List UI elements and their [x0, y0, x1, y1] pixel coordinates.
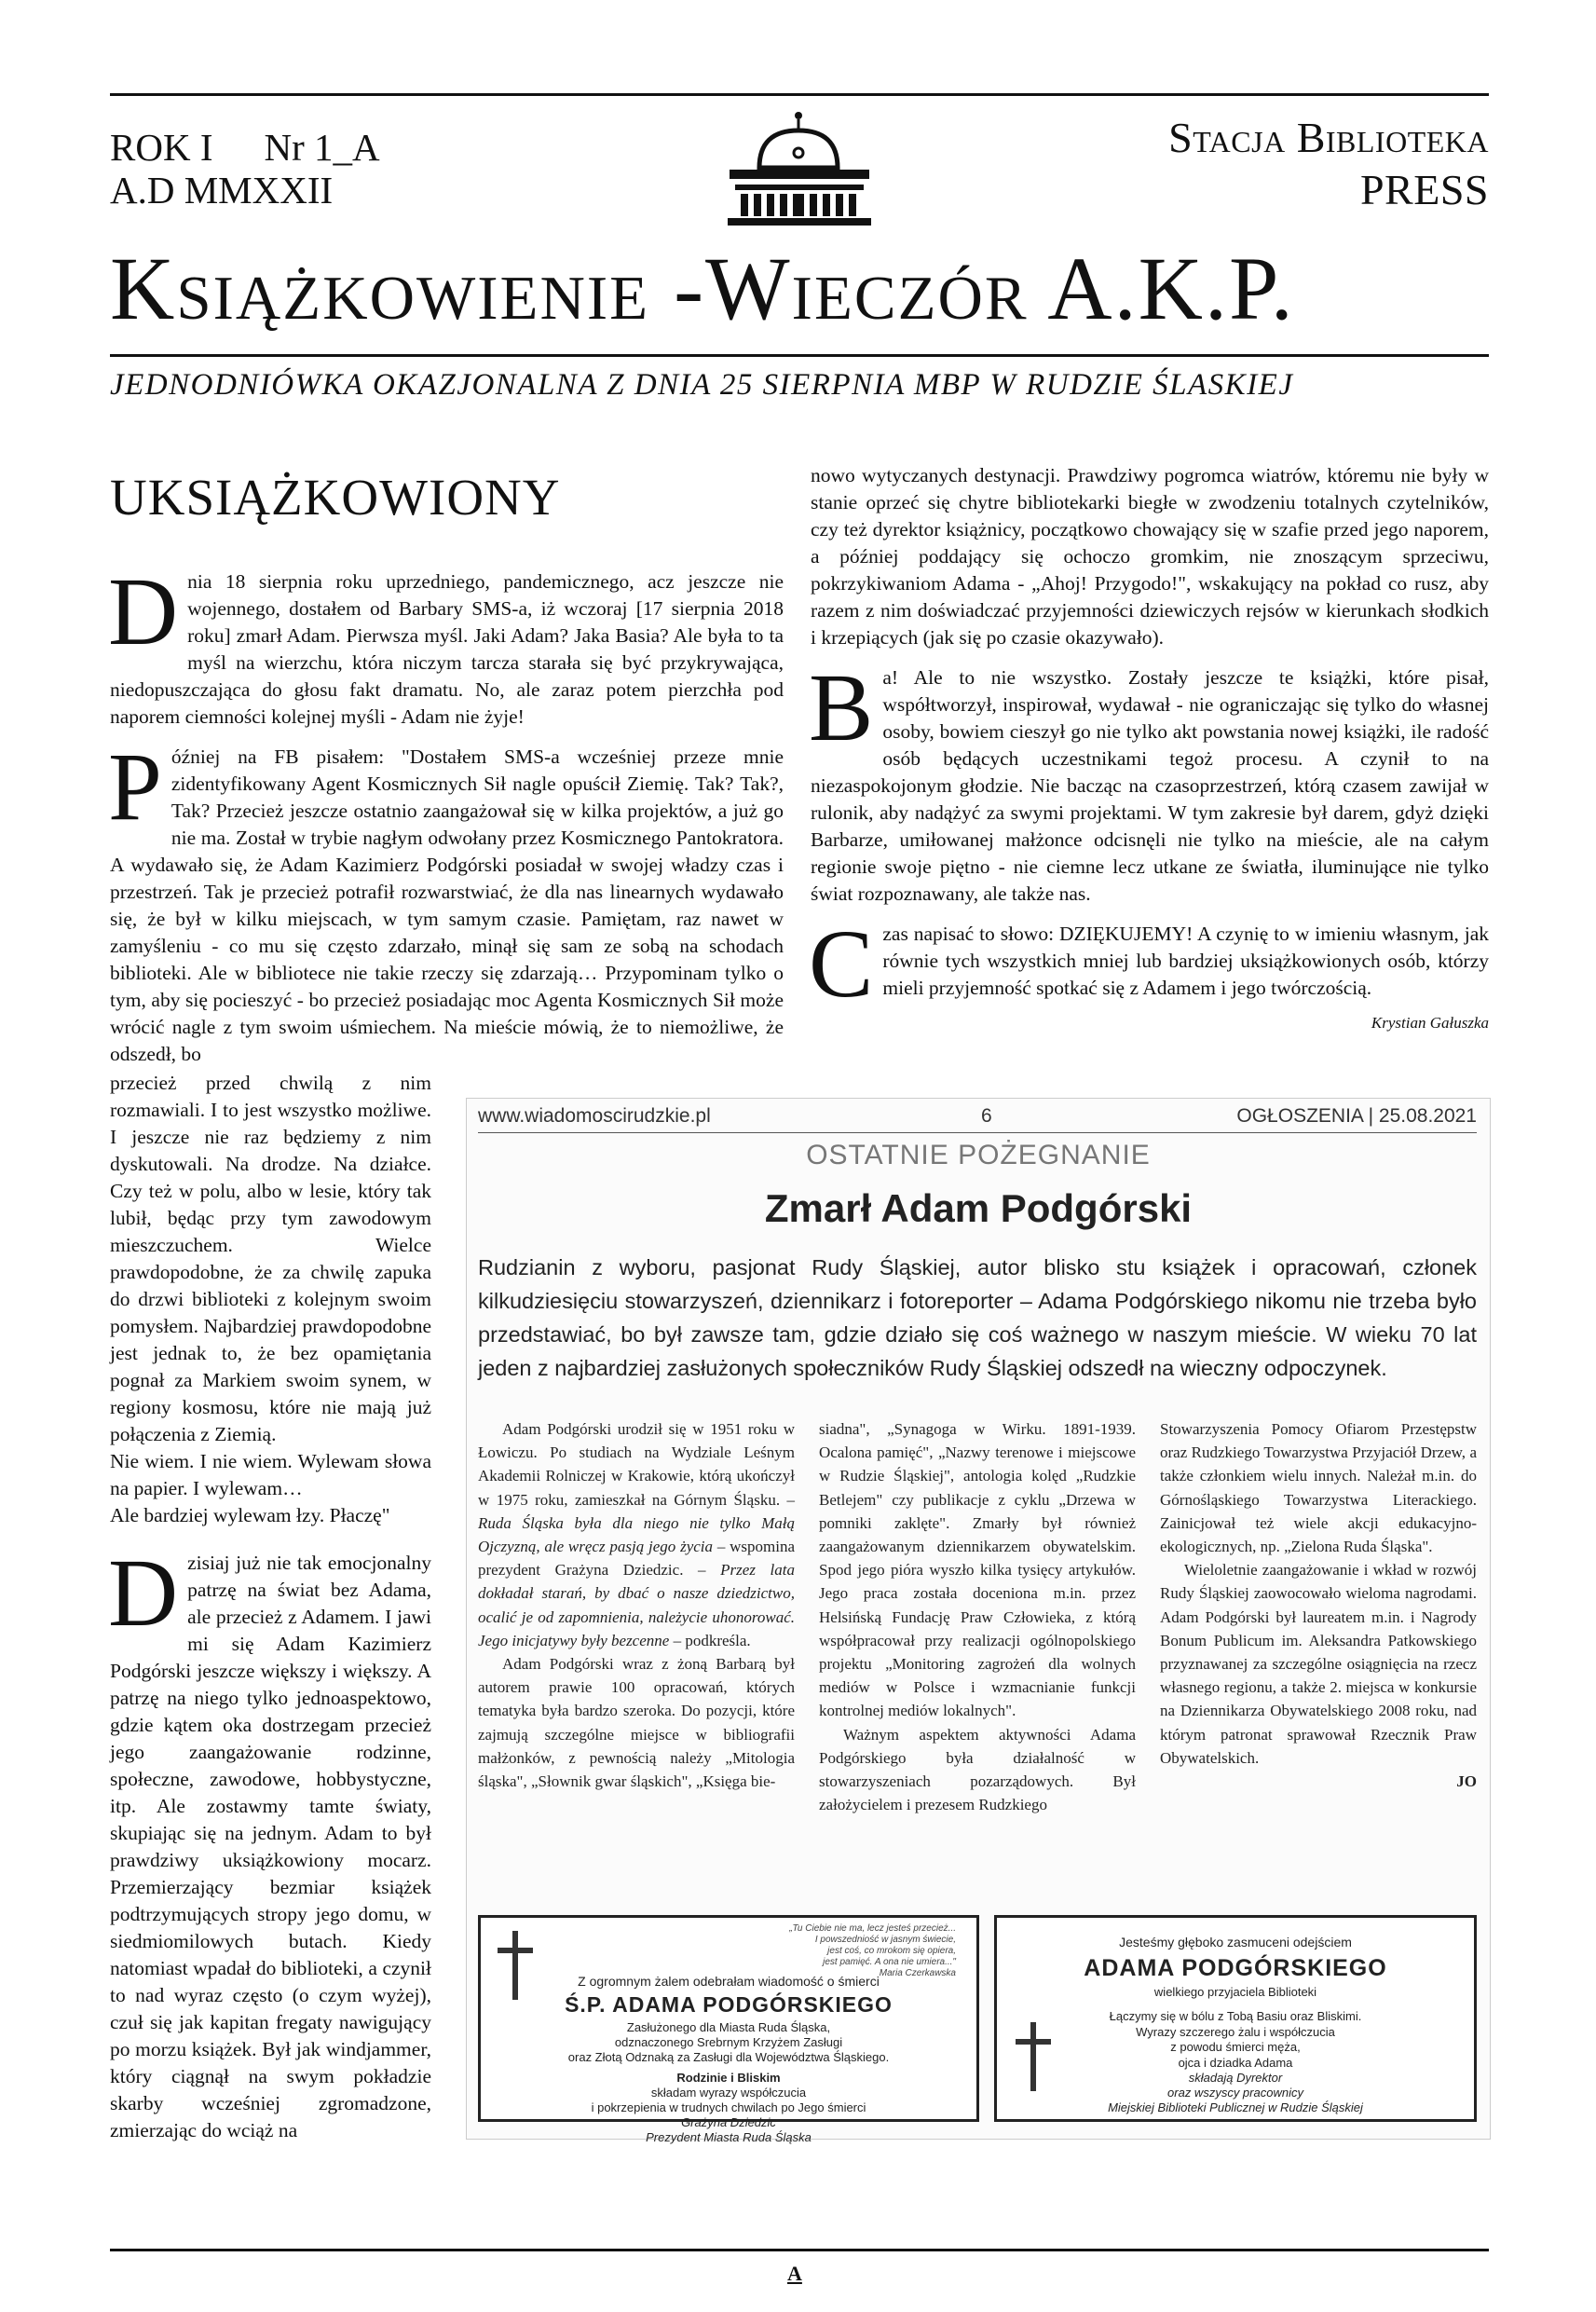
author-signature: Krystian Gałuszka — [1371, 1014, 1489, 1032]
drop-cap: D — [108, 1539, 179, 1647]
clipping-site: www.wiadomoscirudzkie.pl — [478, 1105, 711, 1127]
issue-year: ROK I — [110, 126, 213, 169]
paragraph-3-continued: nowo wytyczanych destynacji. Prawdziwy pogromca wiatrów, któremu nie były w stanie oprzeć się chytre bibliotekarki biegłe w zwodzeniu totalnych czytelników, czy też dyrektor książnicy, początkowo chowający się w szafie przed jego naporem, a później poddający się ochoczo gromkim, nie znoszącym sprzeciwu, pokrzykiwaniom Adama - „Ahoj! Przygodo!", wskakujący na pokład co rusz, aby razem z nim doświadczać przyjemności dziewiczych rejsów w kierunkach słodkich i krzepiących (jak się po czasie okazywało). — [811, 464, 1489, 649]
article-column-narrow — [110, 1070, 431, 2157]
article-column-right — [811, 462, 1489, 1036]
drop-cap: D — [108, 558, 179, 665]
page-marker: A — [787, 2262, 802, 2285]
article-column-left — [108, 558, 784, 1081]
paragraph-2-continued: przecież przed chwilą z nim rozmawiali. I to jest wszystko możliwe. I jeszcze nie raz będziemy z nim dyskutowali. Na drodze. Na działce. Czy też w polu, albo w lesie, który tak lubił, będąc przy tym zawodowym mieszczuchem. Wielce prawdopodobne, że za chwilę zapuka do drzwi biblioteki z kolejnym swoim pomysłem. Najbardziej prawdopodobne jest jednak to, że bez opamiętania pognał za Markiem swoim synem, w regiony kosmosu, które nie mają już połączenia z Ziemią. Nie wiem. I nie wiem. Wylewam słowa na papier. I wylewam… Ale bardziej wylewam łzy. Płaczę" — [110, 1072, 431, 1526]
issue-number: Nr 1_A — [264, 126, 380, 169]
clipping-section: OSTATNIE POŻEGNANIE — [806, 1140, 1151, 1170]
condolence-name: Ś.P. ADAMA PODGÓRSKIEGO — [565, 1992, 893, 2017]
masthead-subtitle: JEDNODNIÓWKA OKAZJONALNA Z DNIA 25 SIERPNIA MBP W RUDZIE ŚLASKIEJ — [110, 368, 1294, 402]
library-building-logo-icon — [722, 110, 876, 231]
clipping-initials: JO — [1456, 1772, 1477, 1791]
cross-icon — [498, 1931, 533, 2000]
bottom-rule — [110, 2249, 1489, 2251]
masthead-rule — [110, 354, 1489, 357]
condolence-name: ADAMA PODGÓRSKIEGO — [1084, 1955, 1387, 1981]
paragraph-3: Dzisiaj już nie tak emocjonalny patrzę na świat bez Adama, ale przecież z Adamem. I jawi mi się Adam Kazimierz Podgórski jeszcze większy i większy. A patrzę na niego tylko jednoaspektowo, gdzie kątem oka dostrzegam przecież jego zaangażowanie rodzinne, społeczne, zawodowe, hobbystyczne, itp. Ale zostawmy tamte światy, skupiając się na jednym. Adam to był prawdziwy uksiążkowiony mocarz. Przemierzający bezmiar książek podtrzymujących stropy jego domu, w siedmiomilowych butach. Kiedy natomiast wpadał do biblioteki, a czynił to nad wyraz często (o czym wyżej), czuł się jak kapitan fregaty nawigujący po morzu książek. Był jak windjammer, który ciągnął na swym pokładzie skarby wcześniej zgromadzone, zmierzając do wciąż na — [108, 1539, 431, 2141]
condolence-box-mayor: „Tu Ciebie nie ma, lecz jesteś przecież... I powszedniość w jasnym świecie, jest coś, co mrokom się opiera, jest pamięć. A ona nie umiera..." Maria Czerkawska Z ogromnym żalem odebrałam wiadomość o śmierci Ś.P. ADAMA PODGÓRSKIEGO Zasłużonego dla Miasta Ruda Śląska, odznaczonego Srebrnym Krzyżem Zasługi oraz Złotą Odznaką za Zasługi dla Województwa Śląskiego. Rodzinie i Bliskim składam wyrazy współczucia i pokrzepienia w trudnych chwilach po Jego śmierci Grażyna Dziedzic Prezydent Miasta Ruda Śląska — [478, 1915, 979, 2122]
condolence-box-library: Jesteśmy głęboko zasmuceni odejściem ADAMA PODGÓRSKIEGO wielkiego przyjaciela Biblioteki Łączymy się w bólu z Tobą Basiu oraz Bliskimi. Wyrazy szczerego żalu i współczucia z powodu śmierci męża, ojca i dziadka Adama składają Dyrektor oraz wszyscy pracownicy Miejskiej Biblioteki Publicznej w Rudzie Śląskiej — [994, 1915, 1477, 2122]
clipping-header-rule — [478, 1132, 1477, 1133]
condolence-quote: „Tu Ciebie nie ma, lecz jesteś przecież... I powszedniość w jasnym świecie, jest coś, co mrokom się opiera, jest pamięć. A ona nie umiera..." Maria Czerkawska — [789, 1923, 956, 1978]
drop-cap: P — [108, 733, 162, 841]
clipping-lead: Rudzianin z wyboru, pasjonat Rudy Śląskiej, autor blisko stu książek i opracowań, członek kilkudziesięciu stowarzyszeń, dziennikarz i fotoreporter – Adama Podgórskiego nikomu nie trzeba było przedstawiać, bo był zawsze tam, gdzie działo się coś ważnego w naszym mieście. W wieku 70 lat jeden z najbardziej zasłużonych społeczników Rudy Śląskiej odszedł na wieczny odpoczynek. — [478, 1255, 1477, 1380]
publisher-name: Stacja Biblioteka — [1168, 114, 1489, 161]
drop-cap: B — [809, 654, 874, 761]
drop-cap: C — [809, 910, 874, 1018]
article-title: UKSIĄŻKOWIONY — [110, 469, 561, 526]
publisher-press: PRESS — [1359, 166, 1489, 213]
clipping-title: Zmarł Adam Podgórski — [764, 1186, 1193, 1230]
paragraph-5: Czas napisać to słowo: DZIĘKUJEMY! A czynię to w imieniu własnym, jak równie tych wszystkich mniej lub bardziej uksiążkowionych osób, którzy mieli przyjemność spotkać się z Adamem i jego twórczością. — [809, 910, 1489, 1018]
clipping-page-number: 6 — [981, 1105, 992, 1127]
newspaper-clipping — [466, 1098, 1491, 2144]
issue-date: A.D MMXXII — [110, 169, 334, 212]
clipping-column-2: siadna", „Synagoga w Wirku. 1891-1939. Ocalona pamięć", „Nazwy terenowe i miejscowe w Rudzie Śląskiej", antologia kolęd „Rudzkie Betlejem" czy publikacje z cyklu „Drzewa w pomniki zaklęte". Zmarły był również zaangażowanym dziennikarzem obywatelskim. Spod jego pióra wyszło kilka tysięcy artykułów. Jego praca została doceniona m.in. przez Helsińską Fundację Praw Człowieka, z którą współpracował przy realizacji ogólnopolskiego projektu „Monitoring zagrożeń dla wolnych mediów w Polsce i wzmacnianie funkcji kontrolnej mediów lokalnych". Ważnym aspektem aktywności Adama Podgórskiego była działalność w stowarzyszeniach pozarządowych. Był założycielem i prezesem Rudzkiego — [819, 1420, 1136, 1814]
publisher-block — [1168, 112, 1489, 216]
top-rule — [110, 93, 1489, 96]
clipping-column-1: Adam Podgórski urodził się w 1951 roku w Łowiczu. Po studiach na Wydziale Leśnym Akademii Rolniczej w Krakowie, którą ukończył w 1975 roku, zamieszkał na Górnym Śląsku. – Ruda Śląska była dla niego nie tylko Małą Ojczyzną, ale wręcz pasją jego życia – wspomina prezydent Grażyna Dziedzic. – Przez lata dokładał starań, by dbać o nasze dziedzictwo, ocalić je od zapomnienia, należycie uhonorować. Jego inicjatywy były bezcenne – podkreśla. Adam Podgórski wraz z żoną Barbarą był autorem prawie 100 opracowań, których tematyka była bardzo szeroka. Do pozycji, które zajmują szczególne miejsce w bibliografii małżonków, z pewnością należy „Mitologia śląska", „Słownik gwar śląskich", „Księga bie- — [478, 1420, 795, 1791]
clipping-column-3: Stowarzyszenia Pomocy Ofiarom Przestępstw oraz Rudzkiego Towarzystwa Przyjaciół Drzew, a także członkiem wielu innych. Należał m.in. do Górnośląskiego Towarzystwa Literackiego. Zainicjował też wiele akcji edukacyjno-ekologicznych, np. „Zielona Ruda Śląska". Wieloletnie zaangażowanie i wkład w rozwój Rudy Śląskiej zaowocowało wieloma nagrodami. Adam Podgórski był laureatem m.in. i Nagrody Bonum Publicum im. Aleksandra Patkowskiego przyznawanej za szczególne osiągnięcia na rzecz własnego regionu, a także 2. miejsca w konkursie na Dziennikarza Obywatelskiego 2008 roku, nad którym patronat sprawował Rzecznik Praw Obywatelskich. JO — [1160, 1417, 1477, 1793]
clipping-body — [478, 1417, 1477, 1898]
issue-info — [110, 126, 380, 212]
clipping-header — [478, 1105, 1477, 1128]
paragraph-1: Dnia 18 sierpnia roku uprzedniego, pandemicznego, acz jeszcze nie wojennego, dostałem od Barbary SMS-a, iż wczoraj [17 sierpnia 2018 roku] zmarł Adam. Pierwsza myśl. Jaki Adam? Jaka Basia? Ale była to ta myśl na wierzchu, która niczym tarcza starała się być przykrywająca, niedopuszczająca do głosu fakt dramatu. No, ale zaraz potem pierzchła pod naporem ciemności kolejnej myśli - Adam nie żyje! — [108, 558, 784, 728]
paragraph-2: Później na FB pisałem: "Dostałem SMS-a wcześniej przeze mnie zidentyfikowany Agent Kosmicznych Sił nagle opuścił Ziemię. Tak? Tak?, Tak? Przecież jeszcze ostatnio zaangażował się w kilka projektów, a już go nie ma. Został w trybie nagłym odwołany przez Kosmicznego Pantokratora. A wydawało się, że Adam Kazimierz Podgórski posiadał w swojej władzy czas i przestrzeń. Tak je przecież potrafił rozwarstwiać, że dla nas linearnych wydawało się, że był w kilku miejscach, w tym samym czasie. Pamiętam, raz nawet w zamyśleniu - co mu się często zdarzało, minął się sam ze sobą na schodach biblioteki. Ale w bibliotece nie takie rzeczy się zdarzają… Przypominam tylko o tym, aby się pocieszyć - bo przecież posiadając moc Agenta Kosmicznych Sił może wrócić nagle z tym swoim uśmiechem. Na mieście mówią, że to niemożliwe, że odszedł, bo — [108, 733, 784, 1065]
paragraph-4: Ba! Ale to nie wszystko. Zostały jeszcze te książki, które pisał, współtworzył, inspirował, wydawał - nie ograniczając się tylko do własnej osoby, bowiem cieszył go nie tylko akt powstania nowej książki, ile radość osób będących uczestnikami tegoż procesu. A czynił to na niezaspokojonym głodzie. Nie bacząc na czasoprzestrzeń, którą czasem zawijał w rulonik, aby nadążyć za swymi projektami. W tym zakresie był darem, gdyż dzięki Barbarze, umiłowanej małżonce odcisnęli nie tylko na mieście, ale na całym regionie swoje piętno - nie ciemne lecz utkane ze światła, iluminujące nie tylko świat rozpoznawany, ale także nas. — [809, 654, 1489, 905]
masthead-title: Książkowienie -Wieczór A.K.P. — [110, 239, 1295, 338]
clipping-section-date: OGŁOSZENIA | 25.08.2021 — [1236, 1105, 1477, 1127]
